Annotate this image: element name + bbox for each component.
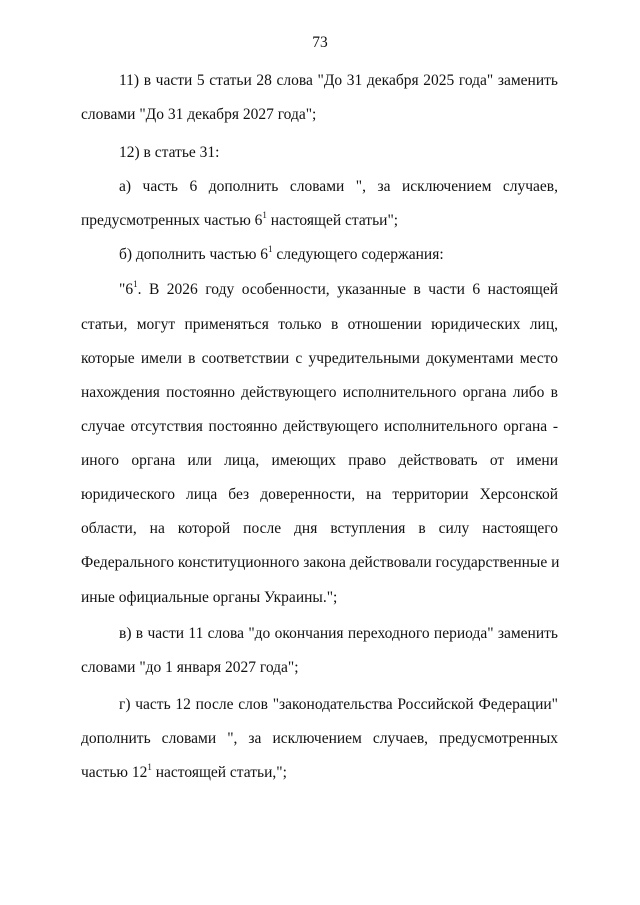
text-line-3: 12) в статье 31: (119, 144, 220, 161)
superscript: 1 (147, 761, 152, 772)
text-span: частью 12 (81, 764, 148, 781)
superscript: 1 (268, 243, 273, 254)
text-span: следующего содержания: (272, 246, 444, 263)
text-line-14: области, на которой после дня вступления в силу настоящего (81, 520, 558, 537)
text-line-15: Федерального конституционного закона действовали государственные и (81, 554, 560, 571)
text-line-2: словами "До 31 декабря 2027 года"; (81, 106, 317, 123)
superscript: 1 (133, 278, 138, 289)
text-span: настоящей статьи"; (266, 212, 399, 229)
text-line-19: г) часть 12 после слов "законодательства Российской Федерации" (119, 696, 558, 713)
text-span: настоящей статьи,"; (151, 764, 287, 781)
text-line-11: случае отсутствия постоянно действующего исполнительного органа - (81, 418, 558, 435)
text-line-16: иные официальные органы Украины."; (81, 589, 338, 606)
text-line-13: юридического лица без доверенности, на территории Херсонской (81, 486, 558, 503)
text-line-6 (119, 243, 444, 264)
text-span: б) дополнить частью 6 (119, 246, 269, 263)
text-span: . В 2026 году особенности, указанные в части 6 настоящей (137, 281, 558, 298)
text-line-1: 11) в части 5 статьи 28 слова "До 31 декабря 2025 года" заменить (119, 72, 558, 89)
text-line-5 (81, 209, 399, 230)
text-line-9: которые имели в соответствии с учредительными документами место (81, 350, 558, 367)
text-line-12: иного органа или лица, имеющих право действовать от имени (81, 452, 558, 469)
text-span: предусмотренных частью 6 (81, 212, 263, 229)
text-line-7 (119, 278, 558, 299)
superscript: 1 (262, 209, 267, 220)
text-line-20: дополнить словами ", за исключением случаев, предусмотренных (81, 730, 558, 747)
page-number: 73 (312, 34, 328, 51)
text-line-18: словами "до 1 января 2027 года"; (81, 659, 299, 676)
text-line-4: а) часть 6 дополнить словами ", за исключением случаев, (119, 178, 558, 195)
text-line-17: в) в части 11 слова "до окончания переходного периода" заменить (119, 625, 558, 642)
text-line-21 (81, 761, 287, 782)
text-span: "6 (119, 281, 134, 298)
text-line-8: статьи, могут применяться только в отношении юридических лиц, (81, 316, 558, 333)
text-line-10: нахождения постоянно действующего исполнительного органа либо в (81, 384, 558, 401)
